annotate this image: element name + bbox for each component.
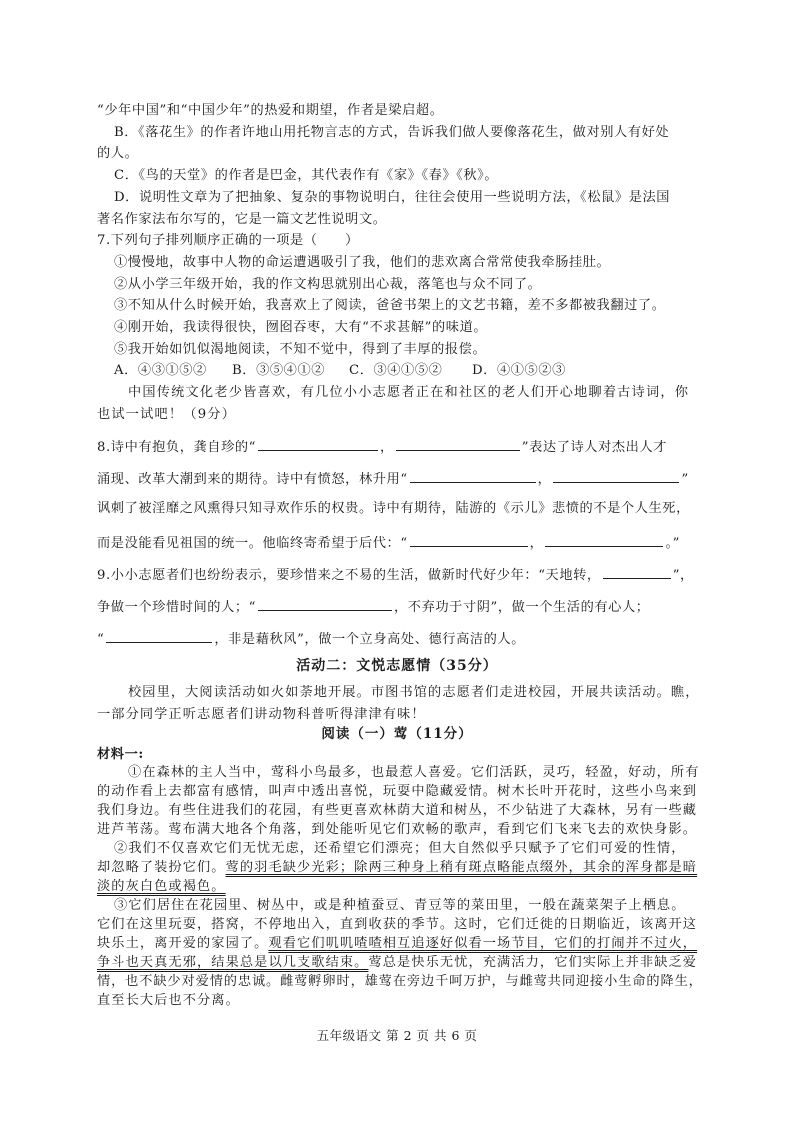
reading1-p1-line3: 我们身边。有些住进我们的花园，有些更喜欢林荫大道和树丛，不少钻进了大森林，另有一些藏 — [97, 803, 698, 818]
q9-line3-post: ，非是藉秋风”，做一个立身高处、德行高洁的人。 — [214, 632, 526, 647]
q9-line1-pre: 9.小小志愿者们也纷纷表示，要珍惜来之不易的生活，做新时代好少年：“天地转， — [97, 568, 601, 583]
reading1-p2-line2 — [97, 859, 697, 877]
q8-blank-6[interactable] — [545, 532, 663, 547]
q6-option-d-line2: 著名作家法布尔写的，它是一篇文艺性说明文。 — [97, 212, 387, 227]
reading1-p1-line1: ①在森林的主人当中，莺科小鸟最多，也最惹人喜爱。它们活跃，灵巧，轻盈，好动，所有 — [128, 765, 700, 780]
q8-line4-pre: 而是没能看见祖国的统一。他临终寄希望于后代：“ — [97, 536, 408, 551]
q7-option-d: D．④①⑤②③ — [472, 363, 566, 378]
q8-line1 — [97, 436, 667, 457]
q7-sentence-4: ④刚开始，我读得很快，囫囵吞枣，大有“不求甚解”的味道。 — [114, 320, 488, 335]
q9-line3 — [97, 628, 525, 649]
q8-line3: 讽刺了被淫靡之风熏得只知寻欢作乐的权贵。诗中有期待，陆游的《示儿》悲愤的不是个人生死， — [97, 501, 690, 516]
reading1-p3-line1: ③它们居住在花园里、树丛中，或是种植蚕豆、青豆等的菜田里，一般在蔬菜架子上栖息。 — [114, 898, 686, 913]
reading1-p3-underlined-sentence: 观看它们叽叽喳喳相互追逐好似看一场节目，它们的打闹并不过火， — [268, 936, 698, 951]
reading1-p2-underlined-end: 淡的灰白色或褐色。 — [97, 879, 226, 894]
q8-blank-3[interactable] — [410, 468, 536, 483]
reading1-p3-line4 — [97, 954, 697, 972]
q7-option-c: C．③④①⑤② — [349, 363, 443, 378]
q7-stem: 7.下列句子排列顺序正确的一项是（ ） — [97, 233, 359, 248]
q8-line2-post: ” — [681, 472, 689, 487]
q8-line1-mid: ， — [380, 440, 394, 455]
reading1-p3-line6: 直至长大后也不分离。 — [97, 993, 240, 1008]
activity2-intro-line2: 一部分同学正听志愿者们讲动物科普听得津津有味！ — [97, 707, 426, 722]
poetry-intro-line1: 中国传统文化老少皆喜欢，有几位小小志愿者正在和社区的老人们开心地聊着古诗词，你 — [128, 385, 690, 400]
q8-line4-post: 。” — [665, 536, 680, 551]
q8-line2-pre: 涌现、改革大潮到来的期待。诗中有愤怒，林升用“ — [97, 472, 408, 487]
q8-blank-1[interactable] — [258, 436, 378, 451]
q6-option-b-line1: B．《落花生》的作者许地山用托物言志的方式，告诉我们做人要像落花生，做对别人有好处 — [114, 125, 670, 140]
q6-option-d-line1: D．说明性文章为了把抽象、复杂的事物说明白，往往会使用一些说明方法，《松鼠》是法国 — [114, 190, 671, 205]
q6-option-c: C．《鸟的天堂》的作者是巴金，其代表作有《家》《春》《秋》。 — [114, 168, 499, 183]
q7-option-b: B．③⑤④①② — [232, 363, 326, 378]
q8-line4 — [97, 532, 680, 553]
reading1-p3-line3-plain: 块乐土，离开爱的家园了。 — [97, 936, 269, 951]
activity2-intro-line1: 校园里，大阅读活动如火如荼地开展。市图书馆的志愿者们走进校园，开展共读活动。瞧， — [128, 685, 700, 700]
material1-label: 材料一: — [97, 747, 144, 762]
reading1-p2-line1: ②我们不仅喜欢它们无忧无虑，还希望它们漂亮；但大自然似乎只赋予了它们可爱的性情， — [114, 841, 686, 856]
q7-sentence-1: ①慢慢地，故事中人物的命运遭遇吸引了我，他们的悲欢离合常常使我牵肠挂肚。 — [114, 255, 611, 270]
q9-line2-pre: 争做一个珍惜时间的人；“ — [97, 600, 257, 615]
q8-line2 — [97, 468, 689, 489]
q7-sentence-2: ②从小学三年级开始，我的作文构思就别出心裁，落笔也与众不同了。 — [114, 277, 542, 292]
reading1-title: 阅读（一）莺（11分） — [321, 726, 473, 742]
q9-line2-post: ，不弃功于寸阴”，做一个生活的有心人； — [394, 600, 650, 615]
reading1-p2-line2-plain: 却忽略了装扮它们。 — [97, 860, 226, 875]
q8-blank-2[interactable] — [396, 436, 520, 451]
q8-line1-post: ”表达了诗人对杰出人才 — [521, 440, 668, 455]
reading1-p1-line2: 的动作看上去都富有感情，叫声中透出喜悦，玩耍中隐藏爱情。树木长叶开花时，这些小鸟来到 — [97, 784, 698, 799]
reading1-p2-underlined-sentence: 莺的羽毛缺少光彩；除两三种身上稍有斑点略能点缀外，其余的浑身都是暗 — [225, 860, 698, 875]
reading1-p3-line4-plain: 莺总是快乐无忧，充满活力，它们实际上并非缺乏爱 — [368, 955, 698, 970]
poetry-intro-line2: 也试一试吧！（9分） — [97, 407, 237, 422]
reading1-p3-line2: 它们在这里玩耍，搭窝，不停地出入，直到收获的季节。这时，它们迁徙的日期临近，该离开这 — [97, 917, 698, 932]
q8-blank-5[interactable] — [410, 532, 528, 547]
q8-blank-4[interactable] — [553, 468, 679, 483]
q7-option-a: A．④③①⑤② — [114, 363, 207, 378]
q6-option-b-line2: 的人。 — [97, 146, 139, 161]
q9-line3-pre: “ — [97, 632, 105, 647]
activity2-title: 活动二：文悦志愿情（35分） — [296, 658, 498, 674]
q9-blank-3[interactable] — [106, 628, 212, 643]
page-footer: 五年级语文 第 2 页 共 6 页 — [316, 1028, 478, 1043]
q9-line2 — [97, 596, 650, 617]
q9-blank-2[interactable] — [258, 596, 392, 611]
reading1-p3-line3 — [97, 935, 697, 953]
reading1-p1-line4: 进芦苇荡。莺布满大地各个角落，到处能听见它们欢畅的歌声，看到它们飞来飞去的欢快身影。 — [97, 822, 698, 837]
q9-line1 — [97, 564, 694, 585]
reading1-p3-line5: 情，也不缺少对爱情的忠诚。雌莺孵卵时，雄莺在旁边千呵万护，与雌莺共同迎接小生命的降生， — [97, 974, 703, 989]
q6-line-a: “少年中国”和“中国少年”的热爱和期望，作者是梁启超。 — [97, 103, 444, 118]
reading1-p3-underlined-end: 争斗也天真无邪，结果总是以几支歌结束。 — [97, 955, 369, 970]
reading1-p2-line3 — [97, 878, 226, 896]
q7-sentence-5: ⑤我开始如饥似渴地阅读，不知不觉中，得到了丰厚的报偿。 — [114, 342, 487, 357]
q8-line1-pre: 8.诗中有抱负，龚自珍的“ — [97, 440, 256, 455]
q8-line4-mid: ， — [529, 536, 544, 551]
q7-sentence-3: ③不知从什么时候开始，我喜欢上了阅读，爸爸书架上的文艺书籍，差不多都被我翻过了。 — [114, 298, 666, 313]
q9-line1-post: ”， — [672, 568, 694, 583]
q9-blank-1[interactable] — [603, 564, 671, 579]
q8-line2-mid: ， — [537, 472, 552, 487]
